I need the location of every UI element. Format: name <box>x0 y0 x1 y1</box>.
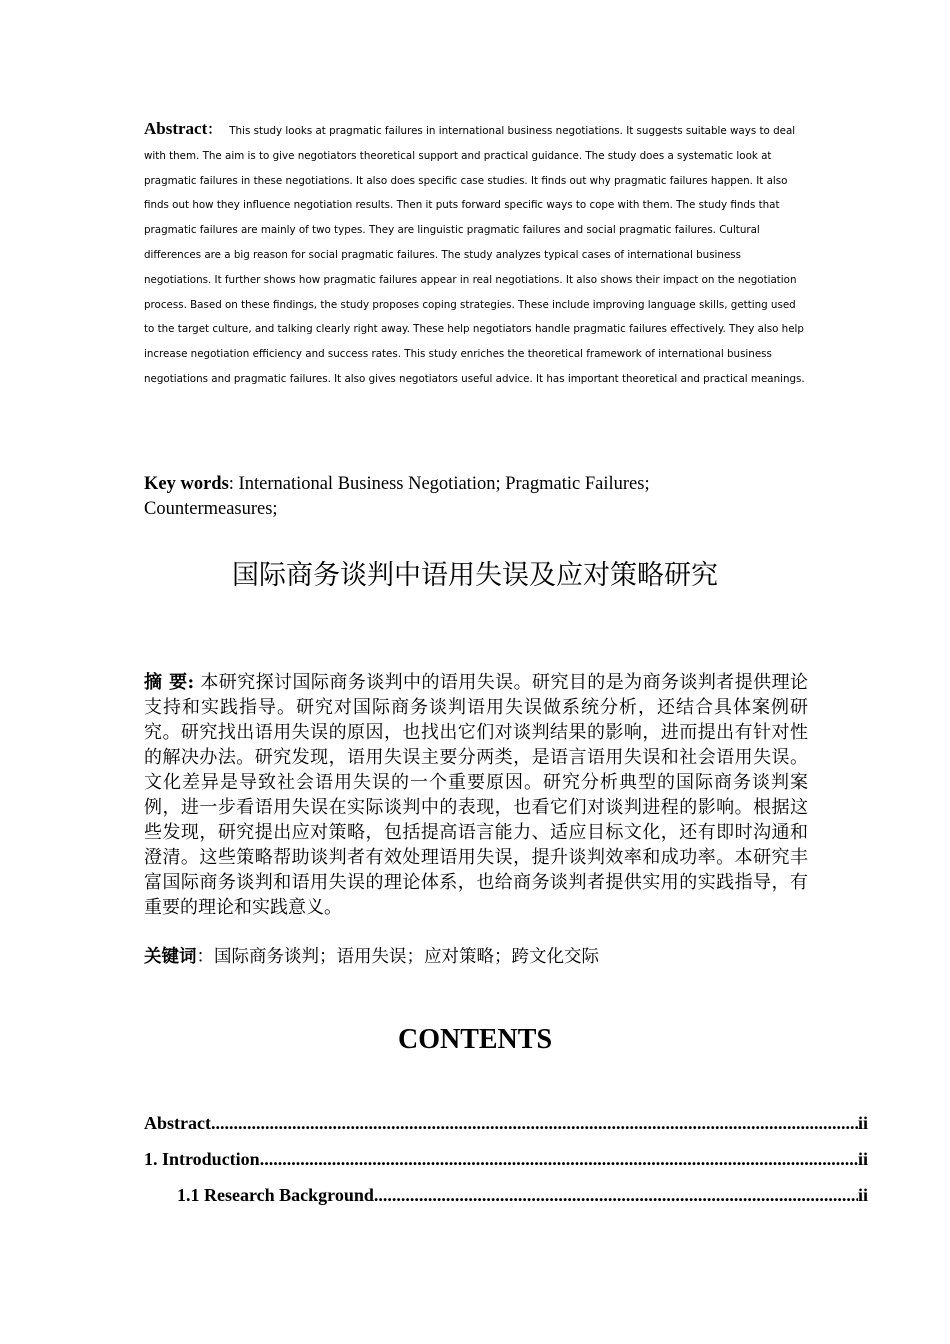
keywords-zh-text: ：国际商务谈判；语用失误；应对策略；跨文化交际 <box>196 947 599 967</box>
toc-entry-label: Abstract <box>144 1113 211 1133</box>
keywords-zh <box>144 945 808 970</box>
toc-entry-page: ii <box>857 1185 868 1205</box>
abstract-zh <box>144 670 808 920</box>
keywords-en-text: : International Business Negotiation; Pragmatic Failures; Countermeasures; <box>144 474 650 519</box>
table-of-contents <box>144 1110 868 1218</box>
abstract-zh-text: 本研究探讨国际商务谈判中的语用失误。研究目的是为商务谈判者提供理论支持和实践指导。研究对国际商务谈判语用失误做系统分析，还结合具体案例研究。研究找出语用失误的原因，也找出它们对谈判结果的影响，进而提出有针对性的解决办法。研究发现，语用失误主要分两类，是语言语用失误和社会语用失误。文化差异是导致社会语用失误的一个重要原因。研究分析典型的国际商务谈判案例，进一步看语用失误在实际谈判中的表现，也看它们对谈判进程的影响。根据这些发现，研究提出应对策略，包括提高语言能力、适应目标文化，还有即时沟通和澄清。这些策略帮助谈判者有效处理语用失误，提升谈判效率和成功率。本研究丰富国际商务谈判和语用失误的理论体系，也给商务谈判者提供实用的实践指导，有重要的理论和实践意义。 <box>144 672 809 918</box>
toc-leader-dots <box>211 1110 858 1136</box>
toc-entry-page: ii <box>857 1149 868 1169</box>
toc-leader-dots <box>260 1146 858 1172</box>
keywords-en <box>144 472 784 522</box>
keywords-zh-label: 关键词 <box>144 947 197 967</box>
toc-leader-dots <box>374 1182 858 1208</box>
abstract-zh-label: 摘 要: <box>144 672 195 693</box>
toc-entry-introduction[interactable] <box>144 1146 868 1182</box>
toc-entry-page: ii <box>857 1113 868 1133</box>
abstract-en <box>144 117 808 392</box>
abstract-en-separator: ： <box>207 123 222 138</box>
keywords-en-label: Key words <box>144 474 229 494</box>
abstract-en-text: This study looks at pragmatic failures in international business negotiations. It suggests suitable ways to deal with them. The aim is to give negotiators theoretical support and practical guidance. The study does a systematic look at pragmatic failures in these negotiations. It also does specific case studies. It finds out why pragmatic failures happen. It also finds out how they influence negotiation results. Then it puts forward specific ways to cope with them. The study finds that pragmatic failures are mainly of two types. They are linguistic pragmatic failures and social pragmatic failures. Cultural differences are a big reason for social pragmatic failures. The study analyzes typical cases of international business negotiations. It further shows how pragmatic failures appear in real negotiations. It also shows their impact on the negotiation process. Based on these findings, the study proposes coping strategies. These include improving language skills, getting used to the target culture, and talking clearly right away. These help negotiators handle pragmatic failures effectively. They also help increase negotiation efficiency and success rates. This study enriches the theoretical framework of international business negotiations and pragmatic failures. It also gives negotiators useful advice. It has important theoretical and practical meanings. <box>144 125 805 385</box>
abstract-en-label: Abstract <box>144 119 208 138</box>
toc-entry-research-background[interactable] <box>144 1182 868 1218</box>
toc-entry-label: 1.1 Research Background <box>177 1185 374 1205</box>
chinese-title: 国际商务谈判中语用失误及应对策略研究 <box>232 560 718 591</box>
toc-entry-abstract[interactable] <box>144 1110 868 1146</box>
toc-entry-label: 1. Introduction <box>144 1149 260 1169</box>
contents-title: CONTENTS <box>397 1024 553 1055</box>
